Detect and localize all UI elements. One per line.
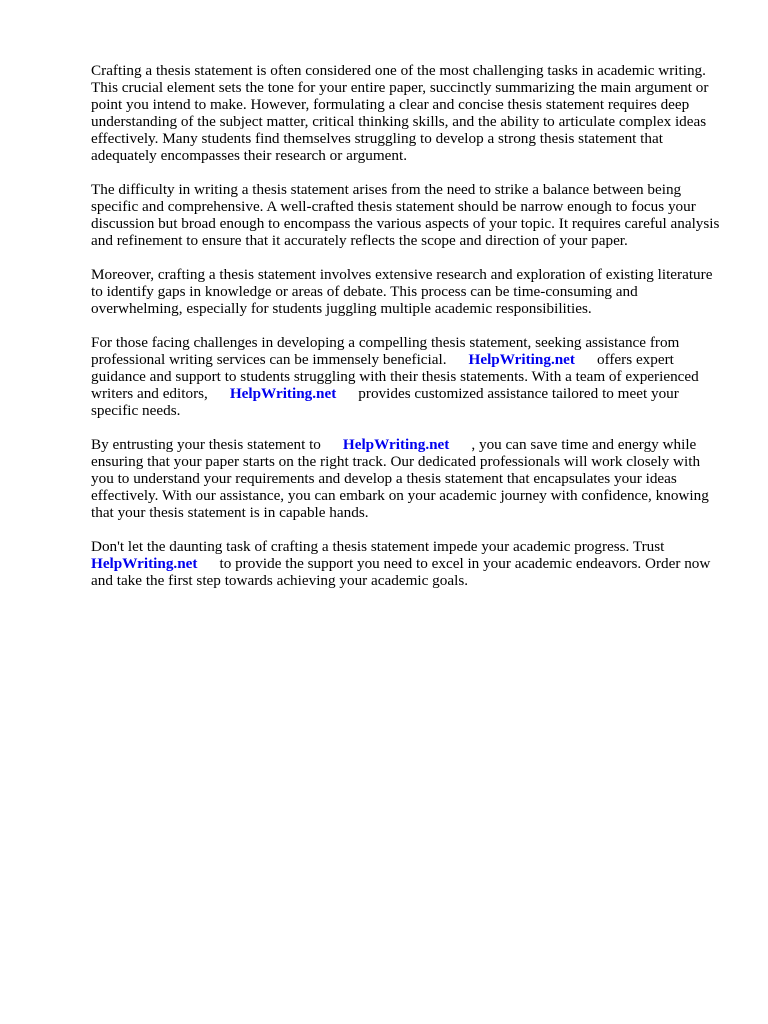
- paragraph-closing: [91, 538, 721, 589]
- paragraph-text: Don't let the daunting task of crafting a thesis statement impede your academic progress. Trust: [91, 538, 665, 555]
- helpwriting-link[interactable]: HelpWriting.net: [91, 555, 198, 572]
- paragraph-text: offers expert guidance and support to students struggling with their thesis statements. With a team of experienced writers and editors,: [91, 351, 699, 402]
- paragraph-intro: Crafting a thesis statement is often considered one of the most challenging tasks in academic writing. This crucial element sets the tone for your entire paper, succinctly summarizing the main argument or point you intend to make. However, formulating a clear and concise thesis statement requires deep understanding of the subject matter, critical thinking skills, and the ability to articulate complex ideas effectively. Many students find themselves struggling to develop a strong thesis statement that adequately encompasses their research or argument.: [91, 62, 709, 164]
- paragraph-text: , you can save time and energy while ensuring that your paper starts on the right track. Our dedicated professionals will work closely with you to understand your requirements and develop a thesis statement that encapsulates your ideas effectively. With our assistance, you can embark on your academic journey with confidence, knowing that your thesis statement is in capable hands.: [91, 436, 709, 521]
- paragraph-research: Moreover, crafting a thesis statement involves extensive research and exploration of existing literature to identify gaps in knowledge or areas of debate. This process can be time-consuming and overwhelming, especially for students juggling multiple academic responsibilities.: [91, 266, 713, 317]
- paragraph-text: provides customized assistance tailored to meet your specific needs.: [91, 385, 679, 419]
- paragraph-text: For those facing challenges in developing a compelling thesis statement, seeking assistance from professional writing services can be immensely beneficial.: [91, 334, 680, 368]
- paragraph-text: to provide the support you need to excel in your academic endeavors. Order now and take the first step towards achieving your academic goals.: [91, 555, 711, 589]
- document-body: [91, 62, 721, 606]
- paragraph-assistance: [91, 334, 721, 419]
- helpwriting-link[interactable]: HelpWriting.net: [468, 351, 575, 368]
- paragraph-entrusting: [91, 436, 721, 521]
- helpwriting-link[interactable]: HelpWriting.net: [342, 436, 450, 453]
- paragraph-difficulty: The difficulty in writing a thesis statement arises from the need to strike a balance between being specific and comprehensive. A well-crafted thesis statement should be narrow enough to focus your discussion but broad enough to encompass the various aspects of your topic. It requires careful analysis and refinement to ensure that it accurately reflects the scope and direction of your paper.: [91, 181, 720, 249]
- helpwriting-link[interactable]: HelpWriting.net: [229, 385, 337, 402]
- paragraph-text: By entrusting your thesis statement to: [91, 436, 321, 453]
